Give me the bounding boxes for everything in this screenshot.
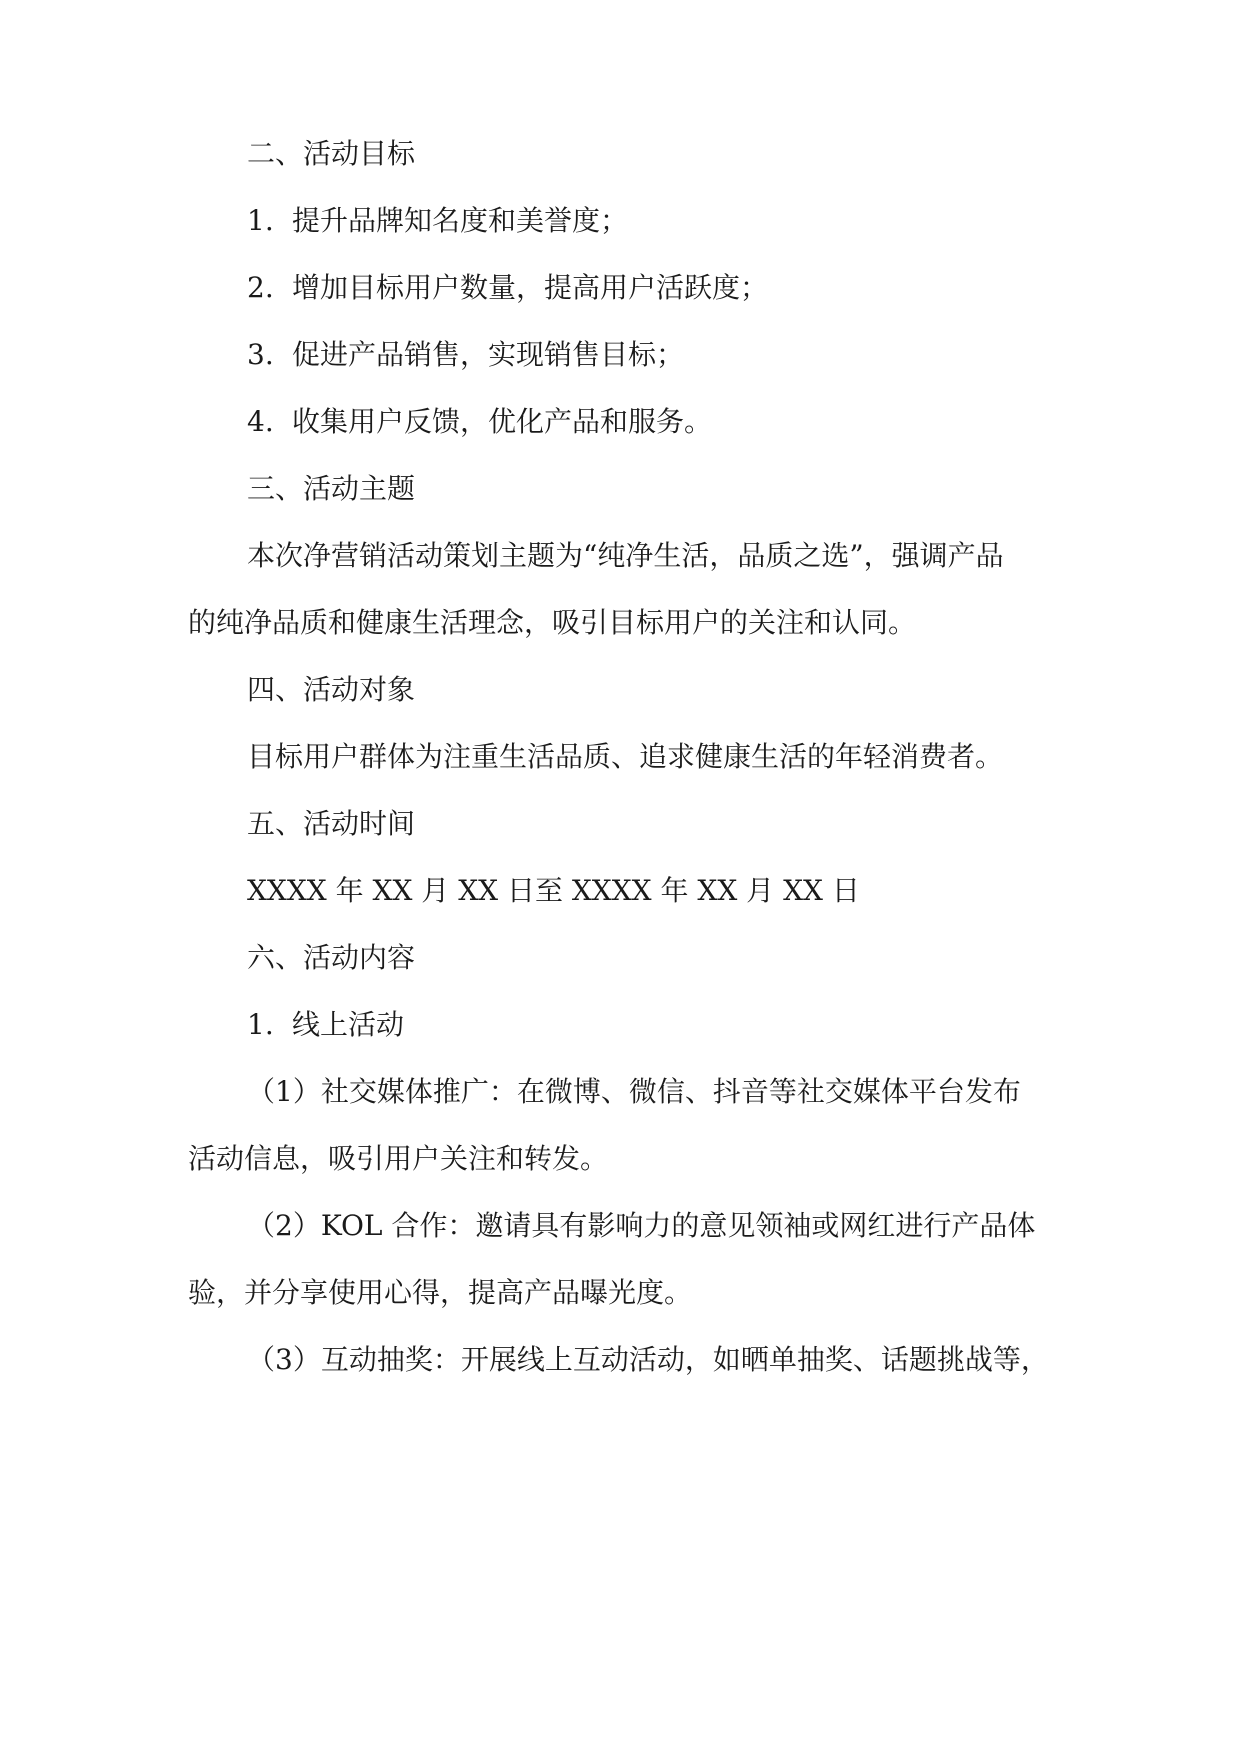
paragraph-text: 本次净营销活动策划主题为“纯净生活，品质之选”，强调产品 <box>247 539 1004 572</box>
item-text: 收集用户反馈，优化产品和服务。 <box>292 405 713 438</box>
subsection-online <box>247 1005 404 1045</box>
item-text: 增加目标用户数量，提高用户活跃度； <box>292 271 769 304</box>
paragraph-text: 目标用户群体为注重生活品质、追求健康生活的年轻消费者。 <box>247 740 1004 773</box>
paragraph-line <box>188 1139 608 1179</box>
item-number: 1. <box>247 1008 274 1041</box>
paragraph-text: （3）互动抽奖：开展线上互动活动，如晒单抽奖、话题挑战等， <box>247 1343 1049 1376</box>
section-heading-goals <box>247 134 415 174</box>
item-number: 4. <box>247 405 274 438</box>
heading-text: 四、活动对象 <box>247 673 416 706</box>
paragraph-text: （1）社交媒体推广：在微博、微信、抖音等社交媒体平台发布 <box>247 1075 1021 1108</box>
heading-text: 二、活动目标 <box>247 137 416 170</box>
heading-text: 六、活动内容 <box>247 941 416 974</box>
item-text: 提升品牌知名度和美誉度； <box>292 204 629 237</box>
section-heading-theme <box>247 469 415 509</box>
paragraph-line <box>247 536 1004 576</box>
item-number: 3. <box>247 338 274 371</box>
paragraph-text: 的纯净品质和健康生活理念，吸引目标用户的关注和认同。 <box>188 606 917 639</box>
heading-text: 五、活动时间 <box>247 807 416 840</box>
section-heading-time <box>247 804 415 844</box>
item-number: 1. <box>247 204 274 237</box>
paragraph-line <box>247 1340 1049 1380</box>
paragraph-line <box>247 1072 1021 1112</box>
item-text: 线上活动 <box>292 1008 405 1041</box>
paragraph-text: （2）KOL 合作：邀请具有影响力的意见领袖或网红进行产品体 <box>247 1209 1036 1242</box>
paragraph-text: 活动信息，吸引用户关注和转发。 <box>188 1142 609 1175</box>
goal-item-4 <box>247 402 712 442</box>
section-heading-content <box>247 938 415 978</box>
paragraph-line <box>188 1273 692 1313</box>
item-text: 促进产品销售，实现销售目标； <box>292 338 685 371</box>
goal-item-1 <box>247 201 628 241</box>
paragraph-line <box>188 603 916 643</box>
item-number: 2. <box>247 271 274 304</box>
date-range <box>247 871 860 911</box>
date-text: XXXX 年 XX 月 XX 日至 XXXX 年 XX 月 XX 日 <box>247 874 860 907</box>
section-heading-audience <box>247 670 415 710</box>
heading-text: 三、活动主题 <box>247 472 416 505</box>
paragraph-text: 验，并分享使用心得，提高产品曝光度。 <box>188 1276 693 1309</box>
paragraph-line <box>247 1206 1035 1246</box>
goal-item-3 <box>247 335 684 375</box>
goal-item-2 <box>247 268 768 308</box>
paragraph-line <box>247 737 1003 777</box>
